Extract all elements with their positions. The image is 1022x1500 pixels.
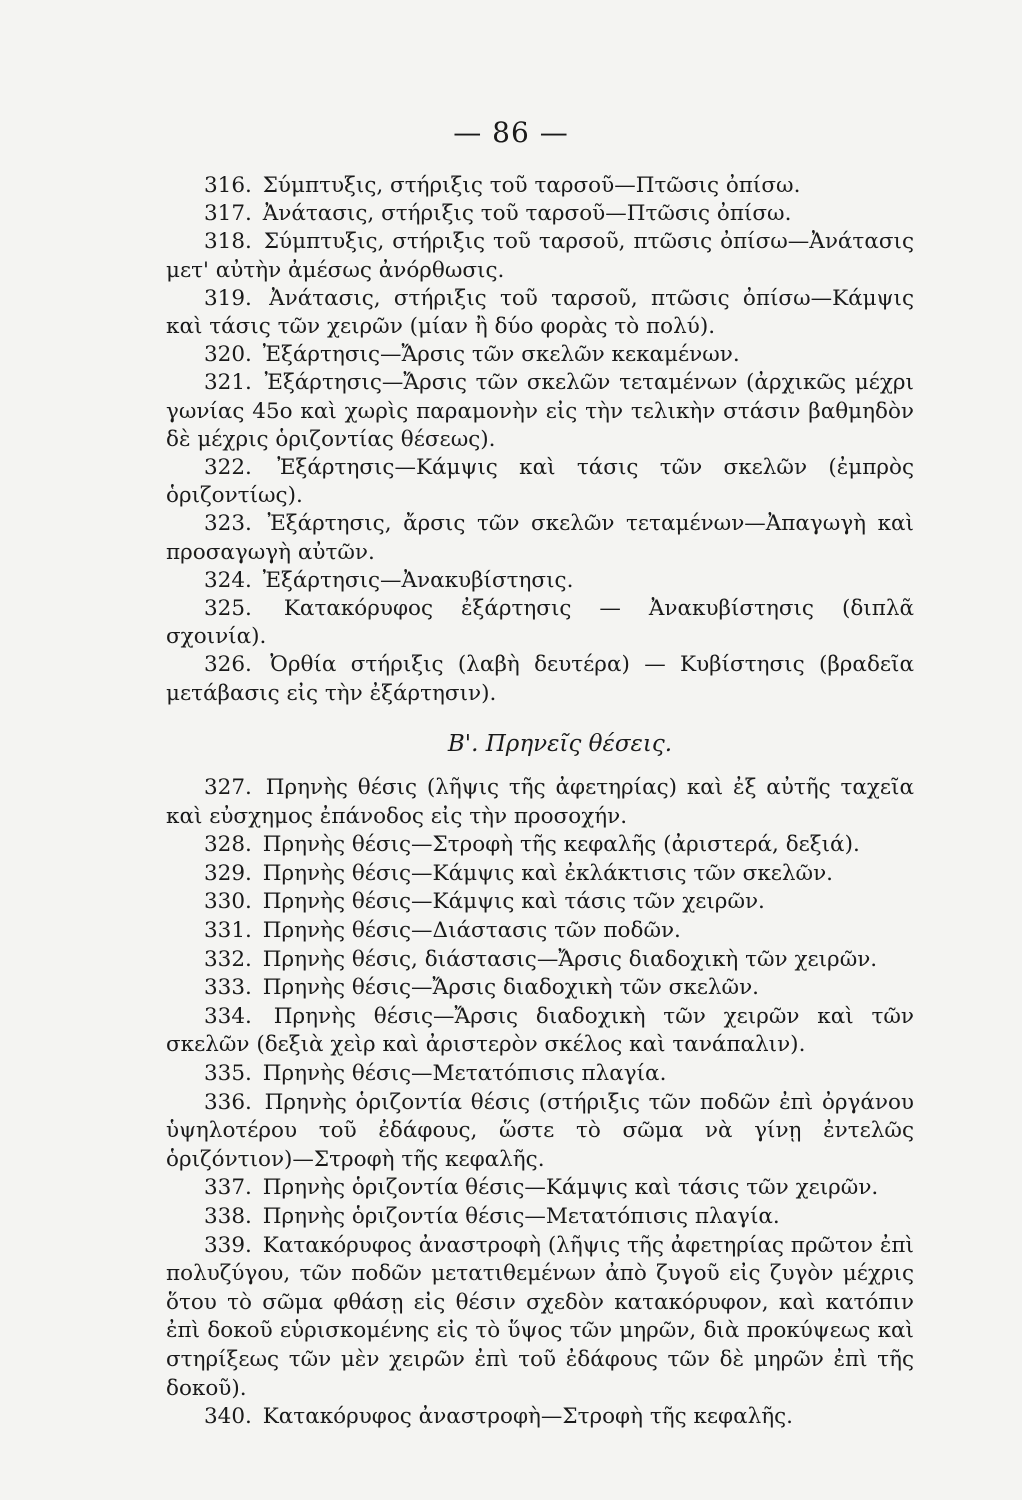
entry-319 (166, 285, 914, 341)
entry-text: Πρηνὴς θέσις—Στροφὴ τῆς κεφαλῆς (ἀριστερά, δεξιά). (262, 832, 860, 858)
entry-327 (166, 774, 914, 831)
entry-number: 324. (204, 567, 252, 593)
entry-334 (166, 1003, 914, 1060)
entry-number: 337. (204, 1175, 252, 1201)
entry-339 (166, 1232, 914, 1404)
entry-text: Κατακόρυφος ἐξάρτησις — Ἀνακυβίστησις (διπλᾶ σχοινία). (166, 596, 914, 650)
entry-text: Πρηνὴς θέσις—Ἄρσις διαδοχικὴ τῶν χειρῶν καὶ τῶν σκελῶν (δεξιὰ χεὶρ καὶ ἀριστερὸν σκέλος καὶ τανάπαλιν). (166, 1003, 914, 1058)
entry-329 (166, 860, 914, 889)
entry-number: 316. (204, 173, 252, 198)
entry-340 (166, 1403, 914, 1432)
entry-325 (166, 595, 914, 651)
entry-337 (166, 1174, 914, 1203)
entry-318 (166, 228, 914, 284)
entry-number: 330. (204, 889, 252, 915)
entry-text: Ἀνάτασις, στήριξις τοῦ ταρσοῦ—Πτῶσις ὀπίσω. (262, 201, 792, 227)
entry-text: Σύμπτυξις, στήριξις τοῦ ταρσοῦ, πτῶσις ὀπίσω—Ἀνάτασις μετ' αὐτὴν ἀμέσως ἀνόρθωσις. (166, 229, 914, 283)
entry-number: 334. (204, 1003, 252, 1029)
entry-320 (166, 341, 914, 369)
entry-321 (166, 369, 914, 454)
entry-text: Ἐξάρτησις—Κάμψις καὶ τάσις τῶν σκελῶν (ἐμπρὸς ὁριζοντίως). (166, 455, 914, 509)
entry-number: 317. (204, 201, 252, 227)
entry-text: Πρηνὴς θέσις—Διάστασις τῶν ποδῶν. (262, 918, 681, 944)
entry-322 (166, 454, 914, 510)
entry-number: 329. (204, 860, 252, 886)
entry-number: 323. (204, 511, 252, 537)
entry-number: 336. (204, 1089, 252, 1115)
section-a (166, 172, 914, 708)
entry-338 (166, 1203, 914, 1232)
entry-text: Κατακόρυφος ἀναστροφὴ (λῆψις τῆς ἀφετηρίας πρῶτον ἐπὶ πολυζύγου, τῶν ποδῶν μετατιθεμένων ἀπὸ ζυγοῦ εἰς ζυγὸν μέχρις ὅτου τὸ σῶμα φθάσῃ εἰς θέσιν σχεδὸν κατακόρυφον, καὶ κατόπιν ἐπὶ δοκοῦ εὑρισκομένης εἰς τὸ ὕψος τῶν μηρῶν, διὰ προκύψεως καὶ στηρίξεως τῶν μὲν χειρῶν ἐπὶ τοῦ ἐδάφους τῶν δὲ μηρῶν ἐπὶ τῆς δοκοῦ). (166, 1232, 914, 1401)
entry-text: Πρηνὴς θέσις—Κάμψις καὶ τάσις τῶν χειρῶν. (262, 889, 765, 915)
entry-text: Κατακόρυφος ἀναστροφὴ—Στροφὴ τῆς κεφαλῆς. (262, 1404, 794, 1430)
entry-text: Πρηνὴς ὁριζοντία θέσις (στήριξις τῶν ποδῶν ἐπὶ ὀργάνου ὑψηλοτέρου τοῦ ἐδάφους, ὥστε τὸ σῶμα νὰ γίνῃ ἐντελῶς ὁριζόντιον)—Στροφὴ τῆς κεφαλῆς. (166, 1089, 914, 1172)
section-b-heading: Β'. Πρηνεῖς θέσεις. (447, 730, 673, 757)
entry-text: Ἐξάρτησις—Ἀνακυβίστησις. (262, 567, 574, 593)
entry-text: Πρηνὴς θέσις, διάστασις—Ἄρσις διαδοχικὴ τῶν χειρῶν. (262, 946, 878, 972)
entry-number: 328. (204, 832, 252, 858)
entry-text: Ὀρθία στήριξις (λαβὴ δευτέρα) — Κυβίστησις (βραδεῖα μετάβασις εἰς τὴν ἐξάρτησιν). (166, 652, 914, 706)
page-number: — 86 — (453, 116, 569, 149)
entry-number: 319. (204, 285, 252, 311)
entry-number: 327. (204, 775, 252, 801)
entry-text: Ἐξάρτησις, ἄρσις τῶν σκελῶν τεταμένων—Ἀπαγωγὴ καὶ προσαγωγὴ αὐτῶν. (166, 511, 914, 565)
entry-326 (166, 651, 914, 707)
entry-text: Σύμπτυξις, στήριξις τοῦ ταρσοῦ—Πτῶσις ὀπίσω. (262, 173, 801, 198)
entry-number: 340. (204, 1404, 252, 1430)
entry-333 (166, 974, 914, 1003)
entry-number: 335. (204, 1061, 252, 1086)
entry-323 (166, 510, 914, 566)
entry-text: Ἐξάρτησις—Ἄρσις τῶν σκελῶν κεκαμένων. (262, 342, 740, 368)
section-b (166, 774, 914, 1432)
entry-336 (166, 1089, 914, 1175)
entry-text: Πρηνὴς ὁριζοντία θέσις—Μετατόπισις πλαγία. (262, 1203, 780, 1229)
entry-331 (166, 917, 914, 946)
entry-number: 331. (204, 918, 252, 944)
entry-number: 325. (204, 596, 252, 622)
entry-330 (166, 888, 914, 917)
entry-number: 333. (204, 975, 252, 1001)
entry-316 (166, 172, 914, 200)
entry-text: Πρηνὴς ὁριζοντία θέσις—Κάμψις καὶ τάσις τῶν χειρῶν. (262, 1175, 879, 1201)
entry-number: 339. (204, 1232, 252, 1258)
entry-number: 318. (204, 229, 252, 255)
entry-317 (166, 200, 914, 228)
entry-number: 321. (204, 370, 252, 396)
entry-number: 326. (204, 652, 252, 678)
entry-number: 320. (204, 342, 252, 368)
entry-text: Ἀνάτασις, στήριξις τοῦ ταρσοῦ, πτῶσις ὀπίσω—Κάμψις καὶ τάσις τῶν χειρῶν (μίαν ἢ δύο φορὰς τὸ πολύ). (166, 285, 914, 340)
entry-text: Πρηνὴς θέσις (λῆψις τῆς ἀφετηρίας) καὶ ἐξ αὐτῆς ταχεῖα καὶ εὐσχημος ἐπάνοδος εἰς τὴν προσοχήν. (166, 775, 914, 829)
entry-number: 332. (204, 946, 252, 972)
entry-335 (166, 1060, 914, 1089)
entry-324 (166, 567, 914, 595)
entry-number: 322. (204, 455, 252, 481)
entry-number: 338. (204, 1203, 252, 1229)
page-content (166, 172, 914, 1432)
entry-text: Πρηνὴς θέσις—Κάμψις καὶ ἐκλάκτισις τῶν σκελῶν. (262, 860, 833, 886)
entry-332 (166, 946, 914, 975)
entry-text: Ἐξάρτησις—Ἄρσις τῶν σκελῶν τεταμένων (ἀρχικῶς μέχρι γωνίας 45ο καὶ χωρὶς παραμονὴν εἰς τὴν τελικὴν στάσιν βαθμηδὸν δὲ μέχρις ὁριζοντίας θέσεως). (166, 370, 914, 452)
entry-text: Πρηνὴς θέσις—Ἄρσις διαδοχικὴ τῶν σκελῶν. (262, 975, 759, 1001)
entry-328 (166, 831, 914, 860)
entry-text: Πρηνὴς θέσις—Μετατόπισις πλαγία. (262, 1061, 667, 1086)
